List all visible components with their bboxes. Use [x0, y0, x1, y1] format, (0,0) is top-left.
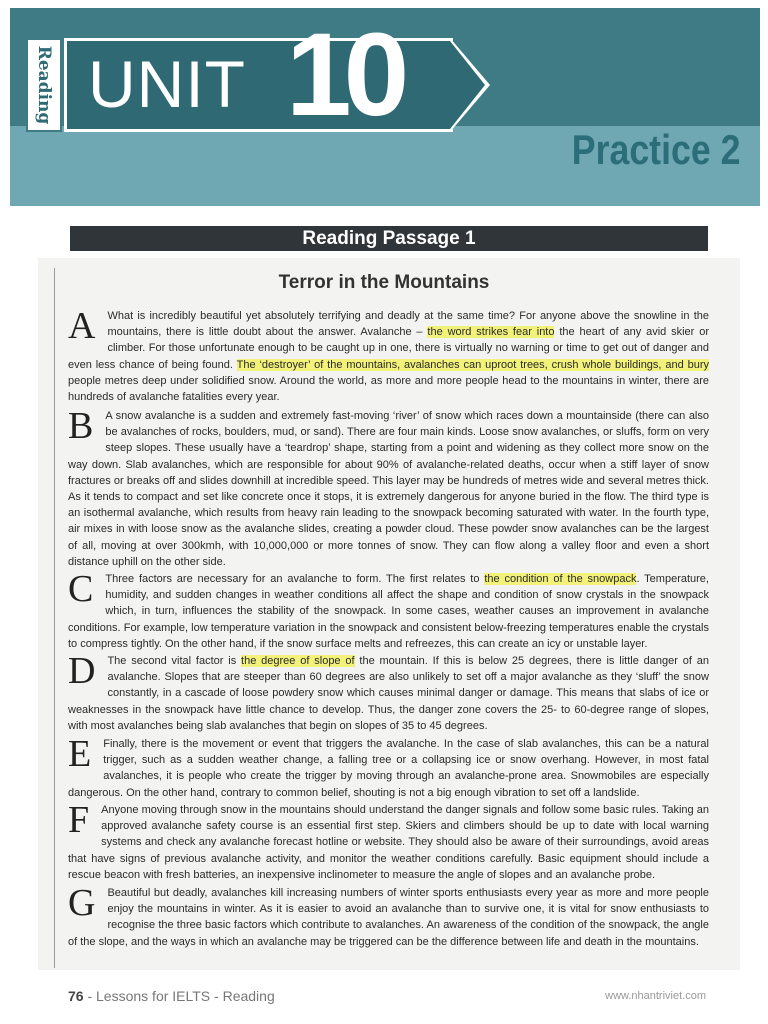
paragraph-f: F Anyone moving through snow in the mountains should understand the danger signals and follow some basic rules. Taking an approved avalanche safety course is an essential first step. Skiers and climbers should be up to date with local warning systems and check any avalanche forecast hotline or website. They should also be aware of their surroundings, avoid areas that have signs of previous avalanche activity, and monitor the weather conditions carefully. Basic equipment should include a rescue beacon with fresh batteries, an inexpensive inclinometer to measure the angle of slopes and an avalanche probe.	[68, 799, 709, 881]
book-title: - Lessons for IELTS - Reading	[87, 988, 275, 1004]
paragraph-letter: B	[68, 405, 94, 447]
paragraph-letter: G	[68, 882, 96, 924]
paragraph-c: C Three factors are necessary for an avalanche to form. The first relates to the condition of the snowpack. Temperature, humidity, and sudden changes in weather conditions all affect the shape and condition of snow crystals in the snowpack which, in turn, influences the stability of the snowpack. In some cases, weather causes an improvement in avalanche conditions. For example, low temperature variation in the snowpack and consistent below-freezing temperatures enable the crystals to compress tightly. On the other hand, if the snow surface melts and refreezes, this can create an icy or unstable layer.	[68, 568, 709, 650]
paragraph-letter: A	[68, 305, 96, 347]
unit-arrow-tip-fill	[450, 41, 485, 129]
highlight: the degree of slope of	[241, 655, 355, 667]
highlight: the condition of the snowpack	[484, 573, 637, 585]
paragraph-e: E Finally, there is the movement or event that triggers the avalanche. In the case of slab avalanches, this can be a natural trigger, such as a sudden weather change, a falling tree or a collapsing ice or snow overhang. However, in most fatal avalanches, it is people who create the trigger by moving through an avalanche-prone area. Snowmobiles are especially dangerous. On the other hand, contrary to common belief, shouting is not a big enough vibration to set off a landslide.	[68, 733, 709, 799]
margin-rule	[54, 268, 55, 968]
paragraph-letter: E	[68, 733, 92, 775]
highlight: the word strikes fear into	[427, 326, 555, 339]
unit-number: 10	[286, 9, 402, 141]
paragraph-b: B A snow avalanche is a sudden and extremely fast-moving ‘river’ of snow which races down a mountainside (there can also be avalanches of rocks, boulders, mud, or sand). There are four main kinds. Loose snow avalanches, or sluffs, form on very steep slopes. These usually have a ‘teardrop’ shape, starting from a point and widening as they collect more snow on the way down. Slab avalanches, which are responsible for about 90% of avalanche-related deaths, occur when a stiff layer of snow fractures or breaks off and slides downhill at incredible speed. This layer may be hundreds of metres wide and several metres thick. As it tends to compact and set like concrete once it stops, it is extremely dangerous for anyone buried in the flow. The third type is an isothermal avalanche, which results from heavy rain leading to the snowpack becoming saturated with water. In the fourth type, air mixes in with loose snow as the avalanche slides, creating a powder cloud. These powder snow avalanches can be the largest of all, moving at over 300kmh, with 10,000,000 or more tonnes of snow. They can flow along a valley floor and even a short distance uphill on the other side.	[68, 405, 709, 568]
highlight: The ‘destroyer’ of the mountains, avalanches can uproot trees, crush whole buildings, and bury	[236, 358, 709, 371]
paragraph-letter: C	[68, 568, 94, 610]
paragraph-d: D The second vital factor is the degree of slope of the mountain. If this is below 25 degrees, there is little danger of an avalanche. Slopes that are steeper than 60 degrees are also unlikely to set off a major avalanche as they ‘sluff’ the snow constantly, in a cascade of loose powdery snow which causes minimal danger or damage. This means that slabs of ice or weaknesses in the snowpack have little chance to develop. Thus, the danger zone covers the 25- to 60-degree range of slopes, with most avalanches being slab avalanches that begin on slopes of 35 to 45 degrees.	[68, 650, 709, 732]
passage-banner: Reading Passage 1	[70, 226, 708, 251]
page-footer	[68, 988, 275, 1004]
paragraph-letter: F	[68, 799, 90, 841]
publisher-website: www.nhantriviet.com	[605, 990, 706, 1002]
paragraph-letter: D	[68, 650, 96, 692]
page-number: 76	[68, 988, 84, 1004]
section-tab-label: Reading	[34, 45, 54, 125]
unit-label: UNIT	[88, 47, 246, 121]
section-tab	[26, 38, 62, 132]
practice-title: Practice 2	[571, 126, 740, 173]
paragraph-a: A What is incredibly beautiful yet absolutely terrifying and deadly at the same time? For anyone above the snowline in the mountains, there is little doubt about the answer. Avalanche – the word strikes fear into the heart of any avid skier or climber. For those unfortunate enough to be caught up in one, there is virtually no warning or time to get out of danger and even less chance of being found. The ‘destroyer’ of the mountains, avalanches can uproot trees, crush whole buildings, and bury people metres deep under solidified snow. Around the world, as more and more people head to the mountains in winter, there are hundreds of avalanche fatalities every year.	[68, 305, 709, 404]
paragraph-g: G Beautiful but deadly, avalanches kill increasing numbers of winter sports enthusiasts every year as more and more people enjoy the mountains in winter. As it is easier to avoid an avalanche than to survive one, it is vital for snow enthusiasts to recognise the three basic factors which contribute to avalanches. An awareness of the condition of the snowpack, the angle of the slope, and the ways in which an avalanche may be triggered can be the difference between life and death in the mountains.	[68, 882, 709, 948]
passage-title: Terror in the Mountains	[278, 272, 490, 293]
